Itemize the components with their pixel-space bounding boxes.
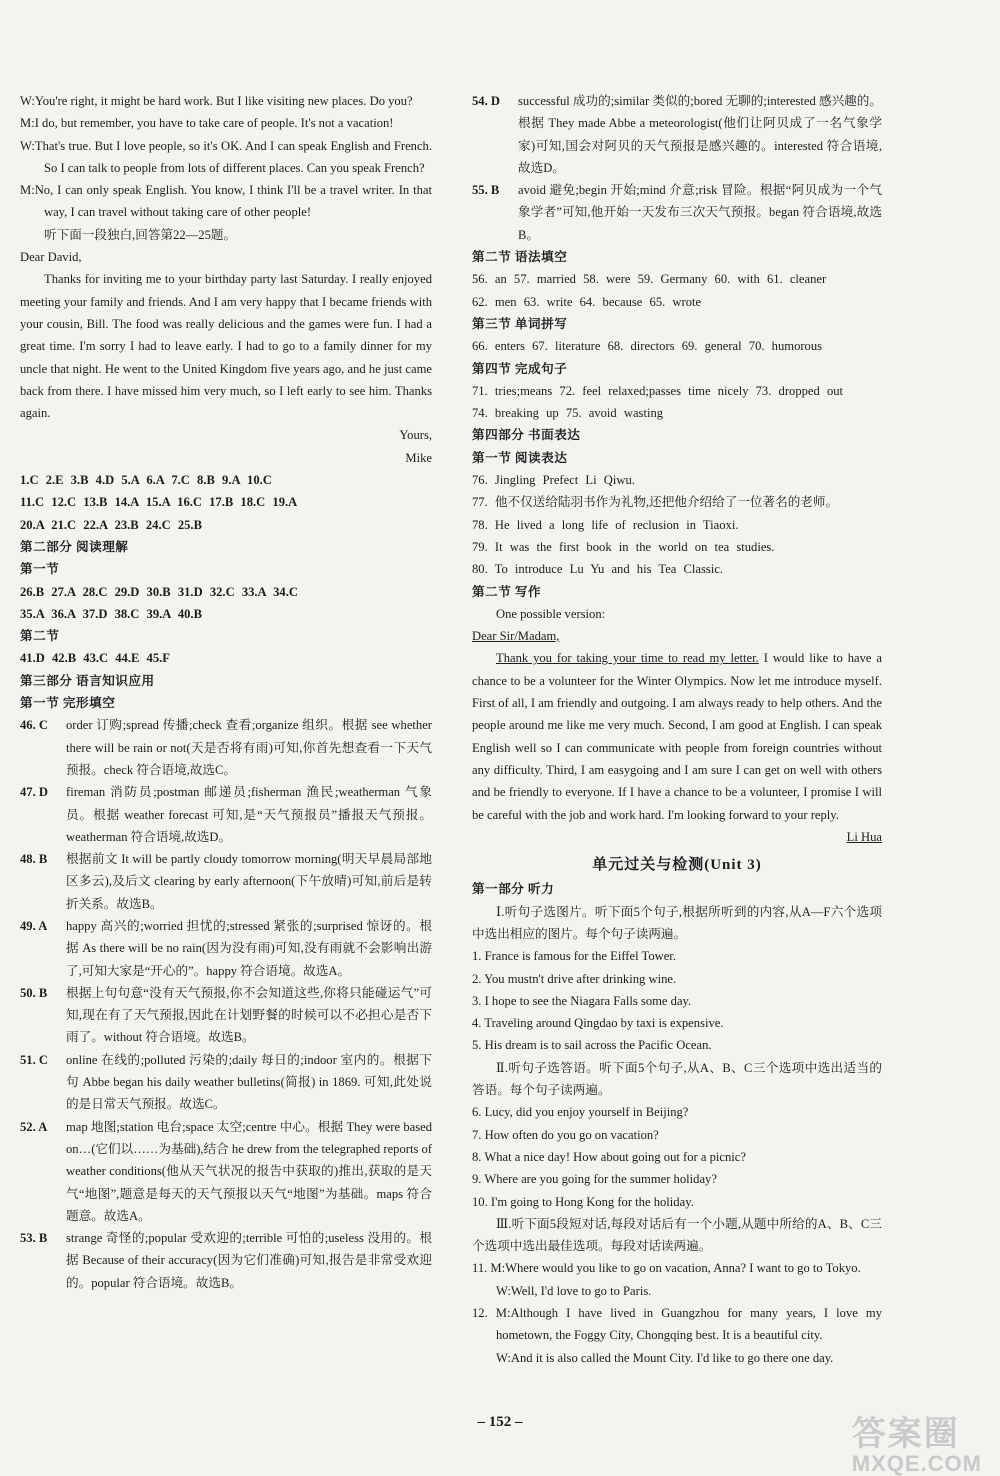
answer-row: 66. enters 67. literature 68. directors 69. general 70. humorous (472, 339, 823, 354)
explanation-item (20, 848, 432, 915)
item-number: 49. A (20, 918, 48, 933)
essay-signature: Li Hua (846, 829, 882, 844)
question-line: 4. Traveling around Qingdao by taxi is expensive. (472, 1016, 724, 1031)
question-line: 9. Where are you going for the summer holiday? (472, 1172, 717, 1187)
section-heading: 第一节 完形填空 (20, 696, 116, 711)
item-number: 54. D (472, 94, 500, 108)
question-line: 7. How often do you go on vacation? (472, 1127, 659, 1142)
question-line: 5. His dream is to sail across the Pacific Ocean. (472, 1038, 712, 1053)
answer-row: 78. He lived a long life of reclusion in Tiaoxi. (472, 517, 739, 532)
answer-row: 74. breaking up 75. avoid wasting (472, 406, 664, 421)
watermark-text: 答案圈 (851, 1415, 960, 1453)
section-heading: 第三部分 语言知识应用 (20, 673, 155, 688)
essay-first-sentence: Thank you for taking your time to read my letter. (496, 651, 759, 666)
dialog-line: M:No, I can only speak English. You know, I think I'll be a travel writer. In that way, I can travel without taking care of other people! (20, 183, 432, 220)
item-number: 52. A (20, 1119, 48, 1134)
version-label: One possible version: (496, 606, 606, 621)
section-heading: 第一节 阅读表达 (472, 450, 568, 465)
explanation-item (472, 179, 882, 246)
item-text: strange 奇怪的;popular 受欢迎的;terrible 可怕的;useless 没用的。根据 Because of their accuracy(因为它们准确)可知,报告是非常受欢迎的。popular 符合语境。故选B。 (66, 1231, 432, 1290)
item-number: 47. D (20, 785, 48, 800)
dialog-line: W:And it is also called the Mount City. I'd like to go there one day. (496, 1350, 834, 1365)
right-column (472, 90, 882, 1369)
explanation-item (20, 714, 432, 781)
item-number: 55. B (472, 183, 500, 198)
answer-row: 80. To introduce Lu Yu and his Tea Classic. (472, 562, 724, 577)
question-line: 3. I hope to see the Niagara Falls some day. (472, 993, 692, 1008)
answer-row: 20.A 21.C 22.A 23.B 24.C 25.B (20, 517, 202, 532)
explanation-item (20, 982, 432, 1049)
essay-rest: I would like to have a chance to be a volunteer for the Winter Olympics. Now let me introduce myself. First of all, I am friendly and outgoing. I am always ready to help others. And the people around me like me very much. Second, I am good at English. I can speak English well so I can communicate with people from foreign countries without any difficulty. Third, I am easygoing and I am sure I can get on well with others and be friendly to everyone. If I have a chance to be a volunteer, I promise I will be careful with the job and work hard. I'm looking forward to your reply. (472, 651, 882, 822)
dialog-line: W:That's true. But I love people, so it's OK. And I can speak English and French. So I can talk to people from lots of different places. Can you speak French? (20, 138, 432, 175)
dialog-line: W:You're right, it might be hard work. But I like visiting new places. Do you? (20, 94, 413, 108)
item-text: order 订购;spread 传播;check 查看;organize 组织。根据 see whether there will be rain or not(天是否将有雨)可知,你首先想查看一下天气预报。check 符合语境,故选C。 (66, 718, 432, 777)
letter-greeting: Dear David, (20, 250, 82, 265)
watermark-logo (852, 1416, 982, 1476)
answer-row: 79. It was the first book in the world on tea studies. (472, 539, 775, 554)
question-line: 10. I'm going to Hong Kong for the holiday. (472, 1194, 694, 1209)
section-heading: 第一节 (20, 562, 60, 577)
question-line: 6. Lucy, did you enjoy yourself in Beijing? (472, 1105, 689, 1120)
explanation-item (20, 1049, 432, 1116)
dialog-line: 11. M:Where would you like to go on vacation, Anna? I want to go to Tokyo. (472, 1261, 861, 1276)
section-heading: 第四节 完成句子 (472, 361, 568, 376)
question-line: 1. France is famous for the Eiffel Tower. (472, 949, 676, 964)
answer-row: 56. an 57. married 58. were 59. Germany 60. with 61. cleaner (472, 272, 827, 287)
item-number: 50. B (20, 985, 48, 1000)
item-number: 48. B (20, 852, 48, 867)
answer-row: 71. tries;means 72. feel relaxed;passes time nicely 73. dropped out (472, 383, 844, 398)
listen-intro: 听下面一段独白,回答第22—25题。 (44, 227, 237, 242)
section-heading: 第三节 单词拼写 (472, 316, 568, 331)
item-number: 46. C (20, 718, 48, 733)
essay-greeting: Dear Sir/Madam, (472, 629, 560, 644)
item-number: 51. C (20, 1052, 48, 1067)
section-heading: 第二部分 阅读理解 (20, 539, 129, 554)
letter-body: Thanks for inviting me to your birthday party last Saturday. I really enjoyed meeting your family and friends. And I am very happy that I became friends with your cousin, Bill. The food was really delicious and the games were fun. I had a great time. I'm sorry I had to leave early. I had to go to a family dinner for my uncle that night. He went to the United Kingdom five years ago, and he just came back from there. I have missed him very much, so I left early to see him. Thanks again. (20, 272, 432, 421)
item-text: fireman 消防员;postman 邮递员;fisherman 渔民;weatherman 气象员。根据 weather forecast 可知,是“天气预报员”播报天气预报。weatherman 符合语境,故选D。 (66, 785, 432, 844)
explanation-item (20, 1116, 432, 1227)
explanation-item (20, 1227, 432, 1294)
item-text: map 地图;station 电台;space 太空;centre 中心。根据 They were based on…(它们以……为基础),结合 he drew from the telegraphed reports of weather conditions(他从天气状况的报告中获取的)推出,获取的是天气“地图”,题意是每天的天气预报以天气“地图”为基础。maps 符合题意。故选A。 (66, 1119, 432, 1223)
item-text: 根据上句句意“没有天气预报,你不会知道这些,你将只能碰运气”可知,现在有了天气预报,因此在计划野餐的时候可以不必担心是否下雨了。without 符合语境。故选B。 (66, 985, 432, 1045)
letter-close: Yours, (399, 428, 432, 443)
answer-row: 76. Jingling Prefect Li Qiwu. (472, 473, 635, 488)
question-intro: Ⅰ.听句子选图片。听下面5个句子,根据所听到的内容,从A—F六个选项中选出相应的图片。每个句子读两遍。 (472, 904, 882, 941)
item-text: online 在线的;polluted 污染的;daily 每日的;indoor 室内的。根据下句 Abbe began his daily weather bulletins(简报) in 1869. 可知,此处说的是日常天气预报。故选C。 (66, 1052, 432, 1112)
explanation-item (20, 915, 432, 982)
section-heading: 第二节 语法填空 (472, 250, 568, 265)
dialog-line: 12. M:Although I have lived in Guangzhou for many years, I love my hometown, the Foggy City, Chongqing best. It is a beautiful city. (472, 1306, 882, 1343)
answer-row: 35.A 36.A 37.D 38.C 39.A 40.B (20, 606, 202, 621)
essay-body (472, 647, 882, 825)
answer-row: 62. men 63. write 64. because 65. wrote (472, 294, 702, 309)
question-intro: Ⅲ.听下面5段短对话,每段对话后有一个小题,从题中所给的A、B、C三个选项中选出最佳选项。每段对话读两遍。 (472, 1216, 882, 1254)
explanation-item (20, 781, 432, 848)
section-heading: 第一部分 听力 (472, 882, 555, 897)
answer-row: 26.B 27.A 28.C 29.D 30.B 31.D 32.C 33.A 34.C (20, 584, 298, 599)
answer-row: 77. 他不仅送给陆羽书作为礼物,还把他介绍给了一位著名的老师。 (472, 495, 839, 510)
dialog-line: M:I do, but remember, you have to take care of people. It's not a vacation! (20, 116, 394, 131)
question-line: 2. You mustn't drive after drinking wine. (472, 971, 677, 986)
item-text: avoid 避免;begin 开始;mind 介意;risk 冒险。根据“阿贝成为一个气象学者”可知,他开始一天发布三次天气预报。began 符合语境,故选B。 (518, 183, 882, 242)
unit-title: 单元过关与检测(Unit 3) (592, 857, 762, 874)
item-text: happy 高兴的;worried 担忧的;stressed 紧张的;surprised 惊讶的。根据 As there will be no rain(因为没有雨)可知,没有雨就不会影响出游了,可知大家是“开心的”。happy 符合语境。故选A。 (66, 918, 432, 978)
answer-row: 1.C 2.E 3.B 4.D 5.A 6.A 7.C 8.B 9.A 10.C (20, 473, 272, 488)
item-text: successful 成功的;similar 类似的;bored 无聊的;interested 感兴趣的。根据 They made Abbe a meteorologist(他们让阿贝成了一名气象学家)可知,国会对阿贝的天气预报是感兴趣的。interested 符合语境,故选D。 (518, 94, 882, 175)
answer-row: 11.C 12.C 13.B 14.A 15.A 16.C 17.B 18.C 19.A (20, 495, 298, 510)
question-intro: Ⅱ.听句子选答语。听下面5个句子,从A、B、C三个选项中选出适当的答语。每个句子读两遍。 (472, 1060, 882, 1098)
section-heading: 第二节 (20, 629, 60, 644)
page-number: – 152 – (477, 1414, 523, 1430)
letter-signature: Mike (405, 450, 432, 465)
dialog-line: W:Well, I'd love to go to Paris. (496, 1283, 652, 1298)
section-heading: 第四部分 书面表达 (472, 428, 581, 443)
item-number: 53. B (20, 1231, 48, 1246)
question-line: 8. What a nice day! How about going out for a picnic? (472, 1149, 746, 1164)
explanation-item (472, 90, 882, 179)
section-heading: 第二节 写作 (472, 584, 542, 599)
watermark-url: MXQE.COM (851, 1451, 982, 1476)
answer-row: 41.D 42.B 43.C 44.E 45.F (20, 651, 170, 666)
item-text: 根据前文 It will be partly cloudy tomorrow morning(明天早晨局部地区多云),及后文 clearing by early afternoon(下午放晴)可知,前后是转折关系。故选B。 (66, 852, 432, 911)
left-column (20, 90, 432, 1294)
